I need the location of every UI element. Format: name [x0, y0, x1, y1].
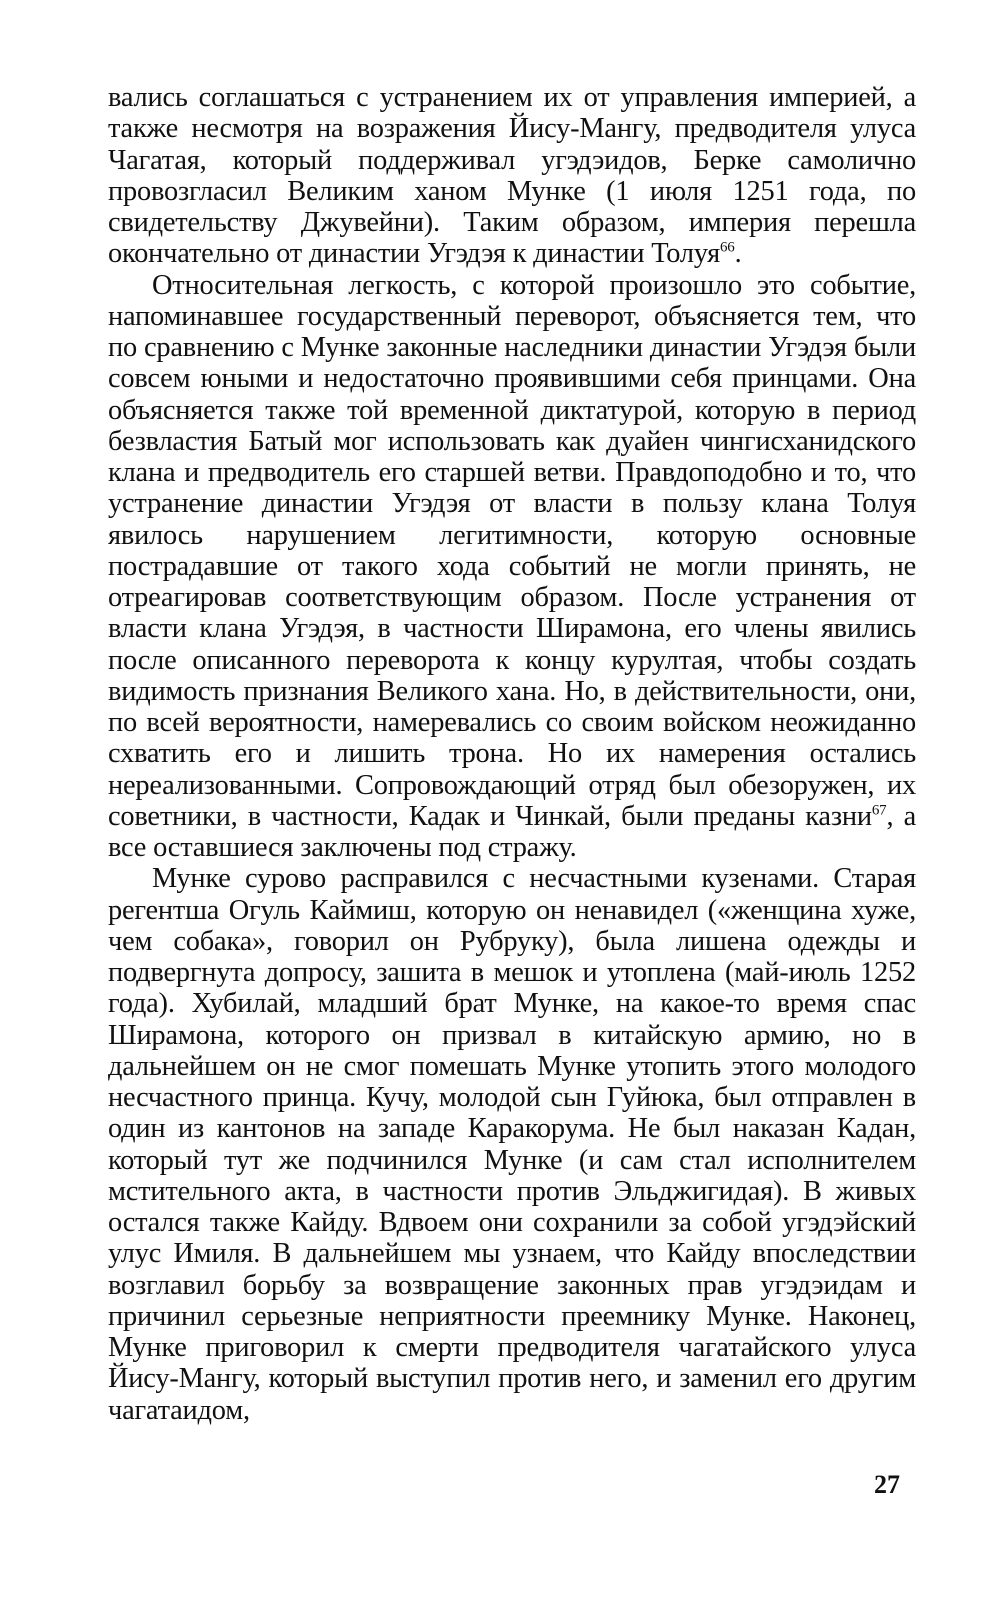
paragraph-2-text-b: , а все оставшиеся заключены под стражу.	[108, 800, 916, 863]
footnote-ref-66: 66	[719, 239, 735, 256]
paragraph-3-text: Мунке сурово расправился с несчастными кузенами. Старая регентша Огуль Каймиш, которую он ненавидел («женщина хуже, чем собака», говорил он Рубруку), была лишена одежды и подвергнута допросу, зашита в мешок и утоплена (май-июль 1252 года). Хубилай, младший брат Мунке, на какое-то время спас Ширамона, которого он призвал в китайскую армию, но в дальнейшем он не смог помешать Мунке утопить этого молодого несчастного принца. Кучу, молодой сын Гуйюка, был отправлен в один из кантонов на западе Каракорума. Не был наказан Кадан, который тут же подчинился Мунке (и сам стал исполнителем мстительного акта, в частности против Эльджигидая). В живых остался также Кайду. Вдвоем они сохранили за собой угэдэйский улус Имиля. В дальнейшем мы узнаем, что Кайду впоследствии возглавил борьбу за возвращение законных прав угэдэидам и причинил серьезные неприятности преемнику Мунке. Наконец, Мунке приговорил к смерти предводителя чагатайского улуса Йису-Мангу, который выступил против него, и заменил его другим чагатаидом,	[108, 863, 916, 1426]
page-body	[108, 82, 916, 1532]
paragraph-2	[108, 270, 916, 864]
paragraph-2-text-a: Относительная легкость, с которой произошло это событие, напоминавшее государственный переворот, объясняется тем, что по сравнению с Мунке законные наследники династии Угэдэя были совсем юными и недостаточно проявившими себя принцами. Она объясняется также той временной диктатурой, которую в период безвластия Батый мог использовать как дуайен чингисханидского клана и предводитель его старшей ветви. Правдоподобно и то, что устранение династии Угэдэя от власти в пользу клана Толуя явилось нарушением легитимности, которую основные пострадавшие от такого хода событий не могли принять, не отреагировав соответствующим образом. После устранения от власти клана Угэдэя, в частности Ширамона, его члены явились после описанного переворота к концу курултая, чтобы создать видимость признания Великого хана. Но, в действительности, они, по всей вероятности, намеревались со своим войском неожиданно схватить его и лишить трона. Но их намерения остались нереализованными. Сопровождающий отряд был обезоружен, их советники, в частности, Кадак и Чинкай, были преданы казни	[108, 269, 916, 832]
paragraph-1	[108, 82, 916, 270]
paragraph-1-text-b: .	[734, 238, 742, 270]
paragraph-1-text-a: вались соглашаться с устранением их от управления империей, а также несмотря на возражения Йису-Мангу, предводителя улуса Чагатая, который поддерживал угэдэидов, Берке самолично провозгласил Великим ханом Мунке (1 июля 1251 года, по свидетельству Джувейни). Таким образом, империя перешла окончательно от династии Угэдэя к династии Толуя	[108, 82, 916, 270]
footnote-ref-67: 67	[871, 802, 887, 819]
paragraph-3	[108, 863, 916, 1426]
page-number: 27	[874, 1470, 900, 1499]
